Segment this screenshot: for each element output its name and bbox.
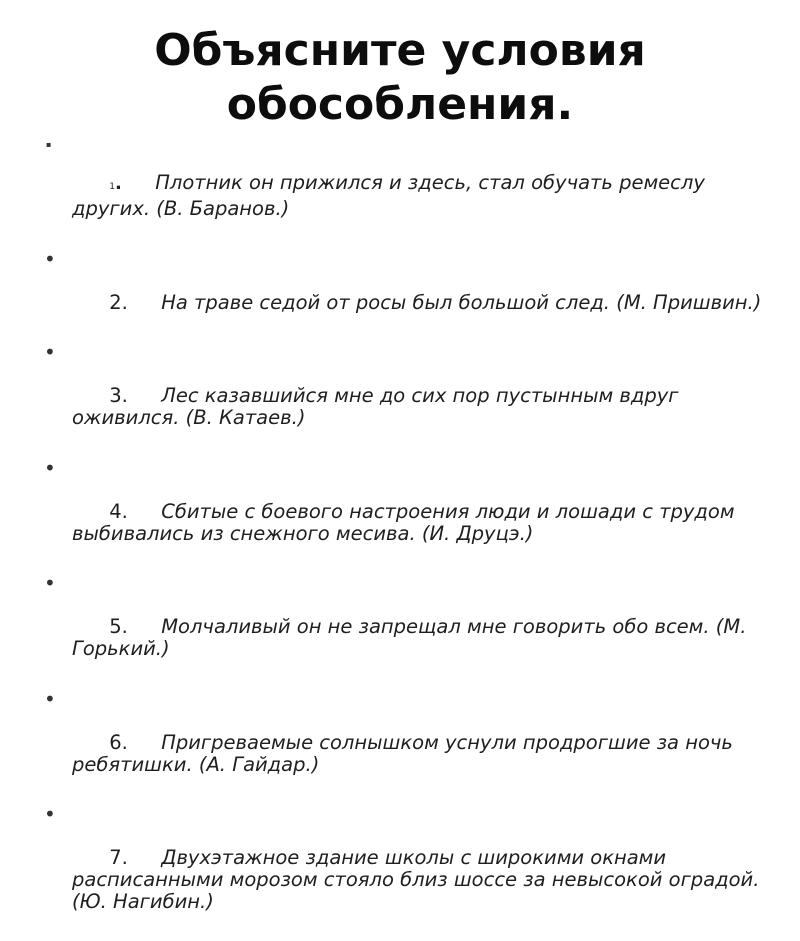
item-text: Сбитые с боевого настроения люди и лошади с трудом выбивались из снежного месива. (И. Друцэ.) bbox=[72, 499, 741, 545]
item-text: Плотник он прижился и здесь, стал обучать ремеслу других. (В. Баранов.) bbox=[72, 171, 712, 220]
item-number: 3. bbox=[109, 384, 128, 407]
bullet-icon: • bbox=[44, 455, 56, 480]
bullet-icon: • bbox=[44, 686, 56, 711]
list-item bbox=[44, 457, 774, 567]
item-number: 6. bbox=[109, 730, 128, 754]
item-text: Лес казавшийся мне до сих пор пустынным вдруг оживился. (В. Катаев.) bbox=[72, 384, 685, 429]
slide-title bbox=[60, 24, 740, 132]
bullet-icon: • bbox=[44, 802, 56, 826]
list-item bbox=[44, 341, 774, 451]
list-item bbox=[44, 688, 774, 798]
title-line-1: Объясните условия bbox=[154, 25, 646, 76]
list-item bbox=[44, 803, 774, 935]
item-text: Молчаливый он не запрещал мне говорить обо всем. (М. Горький.) bbox=[72, 615, 753, 660]
item-number: 1. bbox=[109, 173, 122, 194]
list-item bbox=[44, 248, 774, 336]
item-number: 7. bbox=[109, 846, 128, 869]
bullet-icon: • bbox=[44, 340, 56, 364]
item-number: 5. bbox=[109, 615, 128, 638]
item-number: 2. bbox=[109, 290, 128, 314]
item-text: На траве седой от росы был большой след. (М. Пришвин.) bbox=[161, 290, 762, 314]
item-text: Пригреваемые солнышком уснули продрогшие за ночь ребятишки. (А. Гайдар.) bbox=[72, 730, 740, 776]
list-item bbox=[44, 128, 774, 242]
bullet-icon: ▪ bbox=[46, 140, 52, 149]
title-line-2: обособления. bbox=[226, 79, 574, 130]
list-item bbox=[44, 572, 774, 682]
sentence-list bbox=[44, 128, 774, 941]
bullet-icon: • bbox=[44, 246, 56, 271]
bullet-icon: • bbox=[44, 571, 56, 595]
item-text: Двухэтажное здание школы с широкими окнами расписанными морозом стояло близ шоссе за невысокой оградой. (Ю. Нагибин.) bbox=[72, 846, 766, 913]
item-number: 4. bbox=[109, 499, 128, 523]
